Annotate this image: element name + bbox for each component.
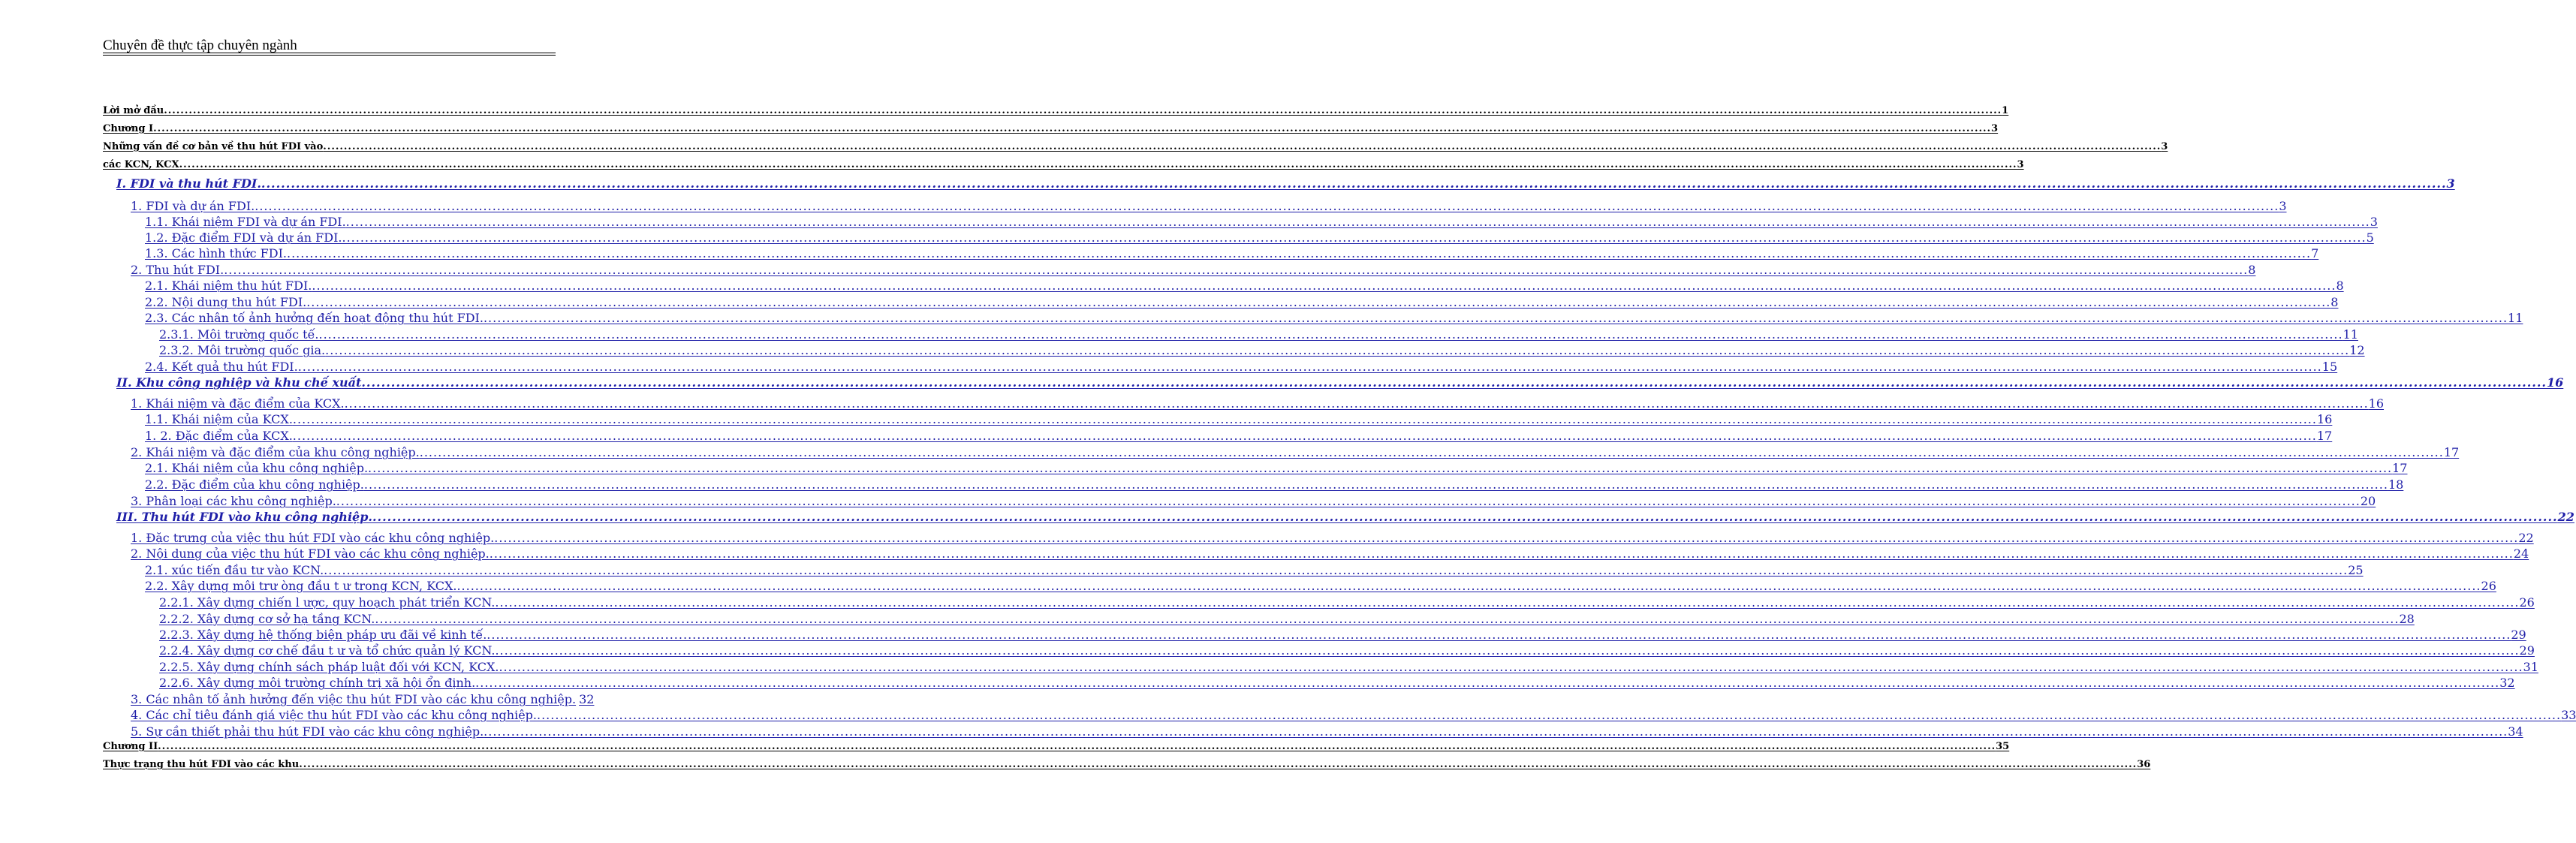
toc-entry-section-I[interactable]: I. FDI và thu hút FDI. ..... 3 xyxy=(116,176,554,191)
toc-entry-III-2-2-4[interactable]: 2.2.4. Xây dựng cơ chế đầu t ư và tổ chức quản lý KCN. ..... 29 xyxy=(159,643,554,658)
toc-entry-loi-mo-dau[interactable]: Lời mở đầu ..... 1 xyxy=(103,105,554,116)
toc-entry-chapter1-title-a[interactable]: Những vấn đề cơ bản về thu hút FDI vào ..... 3 xyxy=(103,141,554,152)
running-header-title: Chuyên đề thực tập chuyên ngành xyxy=(103,38,297,53)
toc-entry-II-1-1[interactable]: 1.1. Khái niệm của KCX. ..... 16 xyxy=(145,412,554,426)
toc-entry-III-2-2-3[interactable]: 2.2.3. Xây dựng hệ thống biện pháp ưu đãi về kinh tế. ..... 29 xyxy=(159,628,554,642)
toc-entry-I-2-3[interactable]: 2.3. Các nhân tố ảnh hưởng đến hoạt động thu hút FDI. ..... 11 xyxy=(145,311,554,325)
toc-entry-III-2-2[interactable]: 2.2. Xây dựng môi trư òng đầu t ư trong KCN, KCX. ..... 26 xyxy=(145,579,554,593)
toc-entry-III-2-1[interactable]: 2.1. xúc tiến đầu tư vào KCN. ..... 25 xyxy=(145,563,554,577)
toc-entry-I-2-4[interactable]: 2.4. Kết quả thu hút FDI. ..... 15 xyxy=(145,360,554,374)
toc-entry-II-2-2[interactable]: 2.2. Đặc điểm của khu công nghiệp. ..... 18 xyxy=(145,477,554,492)
toc-entry-chapter2-title[interactable]: Thực trạng thu hút FDI vào các khu ..... 36 xyxy=(103,759,554,770)
toc-entry-I-1[interactable]: 1. FDI và dự án FDI. ..... 3 xyxy=(131,199,554,213)
toc-entry-III-4[interactable]: 4. Các chỉ tiêu đánh giá việc thu hút FDI vào các khu công nghiệp. ..... 33 xyxy=(131,708,554,722)
toc-entry-I-2[interactable]: 2. Thu hút FDI. ..... 8 xyxy=(131,263,554,277)
toc-entry-III-2-2-6[interactable]: 2.2.6. Xây dựng môi trường chính trị xã hội ổn định. ..... 32 xyxy=(159,676,554,690)
toc-entry-I-2-1[interactable]: 2.1. Khái niệm thu hút FDI. ..... 8 xyxy=(145,278,554,293)
toc-entry-I-2-3-1[interactable]: 2.3.1. Môi trường quốc tế. ..... 11 xyxy=(159,327,554,342)
toc-entry-II-2[interactable]: 2. Khái niệm và đặc điểm của khu công nghiệp. ..... 17 xyxy=(131,445,554,459)
toc-entry-I-2-3-2[interactable]: 2.3.2. Môi trường quốc gia. ..... 12 xyxy=(159,343,554,357)
toc-entry-II-1-2[interactable]: 1. 2. Đặc điểm của KCX. ..... 17 xyxy=(145,429,554,443)
toc-entry-II-1[interactable]: 1. Khái niệm và đặc điểm của KCX. ..... 16 xyxy=(131,396,554,411)
toc-entry-III-2[interactable]: 2. Nội dung của việc thu hút FDI vào các khu công nghiệp. ..... 24 xyxy=(131,546,554,561)
header-rule-bottom xyxy=(103,55,556,56)
toc-entry-chuong-2[interactable]: Chương II ..... 35 xyxy=(103,741,554,752)
toc-entry-section-II[interactable]: II. Khu công nghiệp và khu chế xuất ..... 16 xyxy=(116,375,554,390)
toc-entry-III-2-2-5[interactable]: 2.2.5. Xây dựng chính sách pháp luật đối với KCN, KCX. ..... 31 xyxy=(159,660,554,674)
toc-entry-II-3[interactable]: 3. Phân loại các khu công nghiệp. ..... 20 xyxy=(131,494,554,508)
toc-entry-I-2-2[interactable]: 2.2. Nội dung thu hút FDI. ..... 8 xyxy=(145,295,554,309)
toc-entry-III-1[interactable]: 1. Đặc trưng của việc thu hút FDI vào các khu công nghiệp. ..... 22 xyxy=(131,531,554,545)
toc-entry-III-2-2-2[interactable]: 2.2.2. Xây dựng cơ sở hạ tầng KCN. ..... 28 xyxy=(159,612,554,626)
toc-entry-I-1-3[interactable]: 1.3. Các hình thức FDI. ..... 7 xyxy=(145,246,554,260)
toc-entry-III-3[interactable]: 3. Các nhân tố ảnh hưởng đến việc thu hút FDI vào các khu công nghiệp. 32 xyxy=(131,692,595,706)
toc-entry-III-5[interactable]: 5. Sự cần thiết phải thu hút FDI vào các khu công nghiệp. ..... 34 xyxy=(131,724,554,739)
toc-entry-III-2-2-1[interactable]: 2.2.1. Xây dựng chiến l ược, quy hoạch phát triển KCN. ..... 26 xyxy=(159,595,554,610)
toc-entry-II-2-1[interactable]: 2.1. Khái niệm của khu công nghiệp. ..... 17 xyxy=(145,461,554,475)
toc-entry-section-III[interactable]: III. Thu hút FDI vào khu công nghiệp. ..... 22 xyxy=(116,510,554,524)
toc-entry-chuong-1[interactable]: Chương I ..... 3 xyxy=(103,123,554,134)
toc-entry-I-1-1[interactable]: 1.1. Khái niệm FDI và dự án FDI. ..... 3 xyxy=(145,215,554,229)
toc-entry-I-1-2[interactable]: 1.2. Đặc điểm FDI và dự án FDI. ..... 5 xyxy=(145,230,554,245)
toc-entry-chapter1-title-b[interactable]: các KCN, KCX ..... 3 xyxy=(103,159,554,170)
